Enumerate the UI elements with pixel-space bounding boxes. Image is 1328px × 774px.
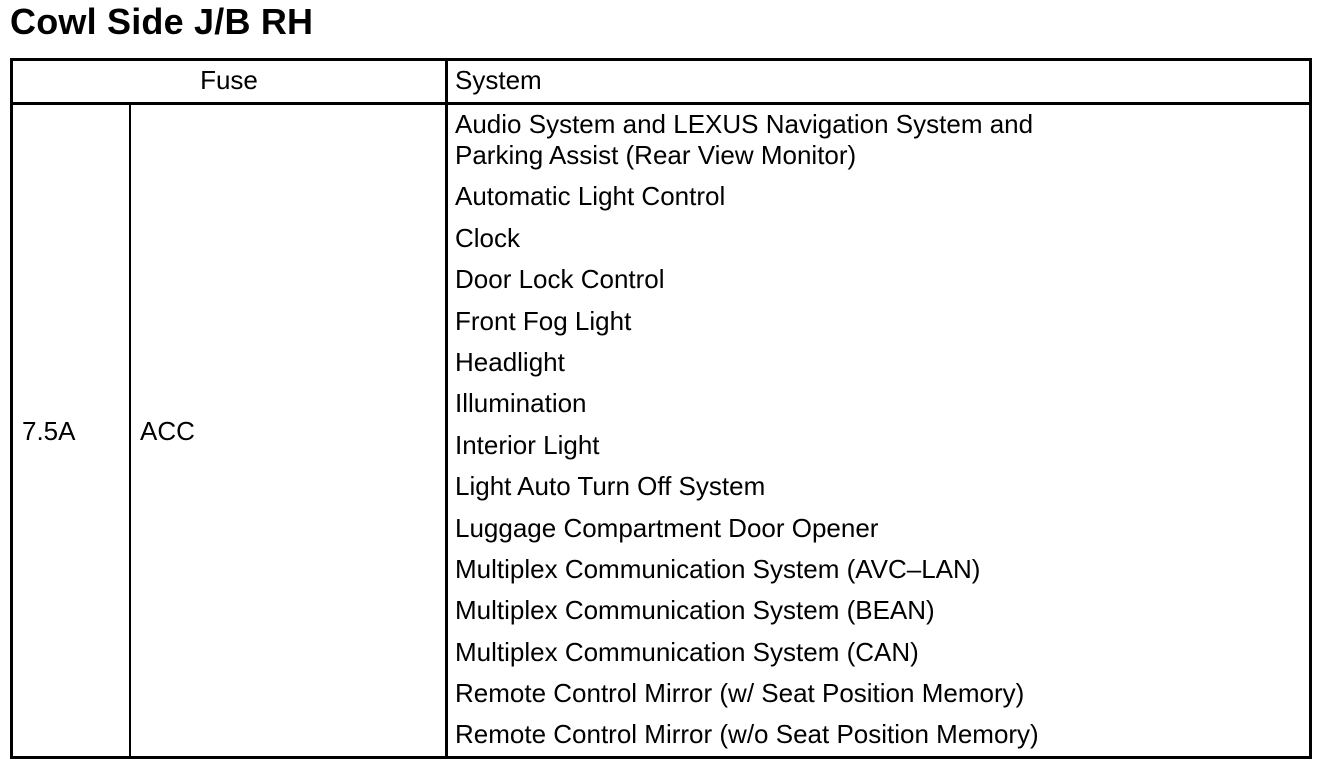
system-item: Remote Control Mirror (w/o Seat Position Memory) <box>455 719 1039 750</box>
system-item: Clock <box>455 222 521 253</box>
system-item: Headlight <box>455 346 565 377</box>
header-system: System <box>455 65 542 95</box>
system-item: Audio System and LEXUS Navigation System and Parking Assist (Rear View Monitor) <box>455 109 1034 170</box>
system-item: Remote Control Mirror (w/ Seat Position Memory) <box>455 678 1025 709</box>
header-fuse: Fuse <box>200 65 258 95</box>
system-item: Multiplex Communication System (BEAN) <box>455 595 935 626</box>
page-title: Cowl Side J/B RH <box>10 1 314 42</box>
system-item: Multiplex Communication System (AVC–LAN) <box>455 553 981 584</box>
column-divider <box>445 61 448 756</box>
fuse-table <box>10 58 1312 759</box>
system-item: Interior Light <box>455 429 600 460</box>
fuse-name: ACC <box>140 416 195 446</box>
system-item: Front Fog Light <box>455 305 632 336</box>
system-item: Door Lock Control <box>455 264 665 295</box>
system-item: Illumination <box>455 388 587 419</box>
fuse-subcolumn-divider <box>129 105 131 756</box>
system-item: Light Auto Turn Off System <box>455 471 766 502</box>
fuse-amperage: 7.5A <box>22 416 76 446</box>
table-header-row <box>13 61 1309 105</box>
system-item: Automatic Light Control <box>455 181 726 212</box>
system-item: Luggage Compartment Door Opener <box>455 512 879 543</box>
system-list <box>455 109 1305 761</box>
system-item: Multiplex Communication System (CAN) <box>455 636 919 667</box>
